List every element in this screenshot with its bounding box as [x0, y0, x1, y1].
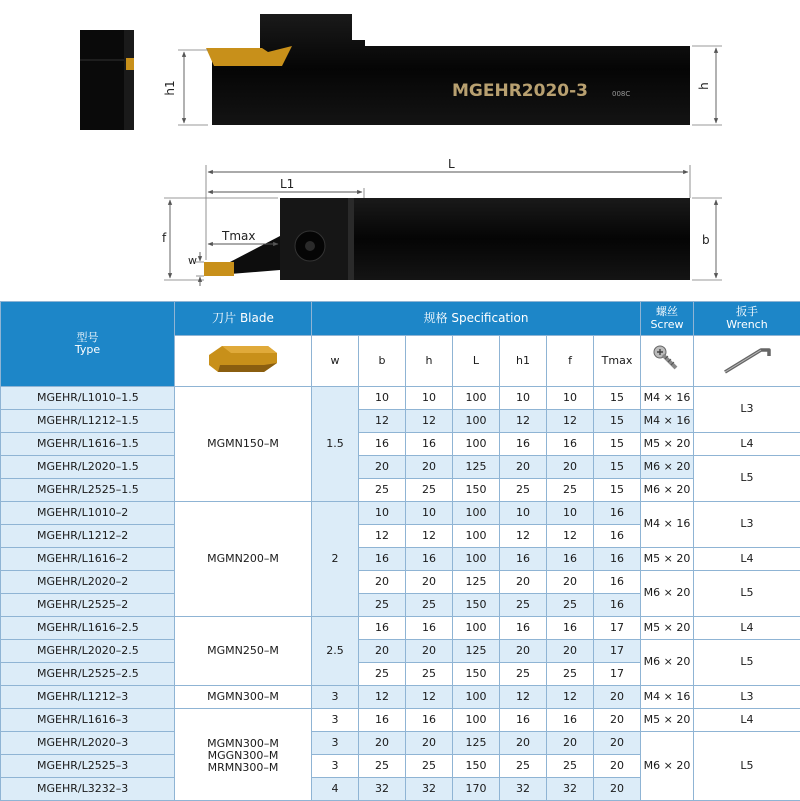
h1-cell: 12	[500, 525, 547, 548]
tmax-cell: 16	[594, 548, 641, 571]
type-cell: MGEHR/L1212–1.5	[1, 410, 175, 433]
type-cell: MGEHR/L1616–1.5	[1, 433, 175, 456]
tmax-cell: 16	[594, 571, 641, 594]
dim-L1	[208, 177, 364, 198]
w-cell: 4	[312, 778, 359, 801]
h-cell: 20	[406, 732, 453, 755]
h-cell: 20	[406, 640, 453, 663]
w-cell: 2	[312, 502, 359, 617]
b-cell: 16	[359, 433, 406, 456]
spec-table	[0, 301, 800, 801]
h-cell: 20	[406, 571, 453, 594]
screw-cell: M5 × 20	[641, 709, 694, 732]
wrench-cell: L5	[694, 640, 800, 686]
screw-cell: M6 × 20	[641, 479, 694, 502]
L-cell: 170	[453, 778, 500, 801]
h-cell: 25	[406, 663, 453, 686]
L-cell: 150	[453, 479, 500, 502]
L-cell: 100	[453, 548, 500, 571]
tmax-cell: 16	[594, 594, 641, 617]
L-cell: 100	[453, 617, 500, 640]
col-h: h	[406, 336, 453, 387]
h-cell: 16	[406, 548, 453, 571]
wrench-cell: L3	[694, 502, 800, 548]
h1-cell: 32	[500, 778, 547, 801]
L-cell: 125	[453, 456, 500, 479]
h-cell: 12	[406, 525, 453, 548]
b-cell: 20	[359, 640, 406, 663]
f-cell: 12	[547, 686, 594, 709]
tmax-cell: 17	[594, 663, 641, 686]
wrench-cell: L5	[694, 456, 800, 502]
col-w: w	[312, 336, 359, 387]
w-cell: 3	[312, 755, 359, 778]
tmax-cell: 20	[594, 686, 641, 709]
blade-cell: MGMN150–M	[175, 387, 312, 502]
col-tmax: Tmax	[594, 336, 641, 387]
wrench-cell: L5	[694, 571, 800, 617]
wrench-cell: L3	[694, 387, 800, 433]
dim-h1-label: h1	[163, 80, 177, 95]
blade-line: MGGN300–M	[175, 750, 311, 762]
header-wrench-cn: 扳手	[694, 306, 800, 318]
hex-wrench-icon	[694, 336, 800, 387]
b-cell: 20	[359, 732, 406, 755]
type-cell: MGEHR/L1010–1.5	[1, 387, 175, 410]
type-cell: MGEHR/L1010–2	[1, 502, 175, 525]
header-type-cn: 型号	[1, 332, 174, 344]
table-row	[1, 456, 800, 479]
h1-cell: 16	[500, 709, 547, 732]
h-cell: 16	[406, 617, 453, 640]
b-cell: 20	[359, 571, 406, 594]
screw-cell: M4 × 16	[641, 387, 694, 410]
technical-drawing	[0, 0, 800, 300]
end-view	[80, 30, 134, 130]
h1-cell: 20	[500, 456, 547, 479]
h-cell: 25	[406, 479, 453, 502]
w-cell: 3	[312, 709, 359, 732]
b-cell: 12	[359, 686, 406, 709]
b-cell: 32	[359, 778, 406, 801]
type-cell: MGEHR/L2020–3	[1, 732, 175, 755]
dim-Tmax-label: Tmax	[221, 229, 255, 243]
h1-cell: 10	[500, 387, 547, 410]
tmax-cell: 16	[594, 525, 641, 548]
blade-line: MGMN300–M	[175, 738, 311, 750]
screw-cell: M6 × 20	[641, 732, 694, 801]
tmax-cell: 15	[594, 456, 641, 479]
f-cell: 32	[547, 778, 594, 801]
w-cell: 3	[312, 732, 359, 755]
h1-cell: 10	[500, 502, 547, 525]
table-row	[1, 617, 800, 640]
header-type	[1, 302, 175, 387]
h-cell: 25	[406, 755, 453, 778]
type-cell: MGEHR/L2020–2	[1, 571, 175, 594]
L-cell: 100	[453, 502, 500, 525]
tmax-cell: 20	[594, 732, 641, 755]
f-cell: 20	[547, 732, 594, 755]
f-cell: 16	[547, 548, 594, 571]
header-screw-en: Screw	[641, 319, 693, 331]
col-L: L	[453, 336, 500, 387]
tmax-cell: 15	[594, 433, 641, 456]
type-cell: MGEHR/L1616–2.5	[1, 617, 175, 640]
f-cell: 20	[547, 456, 594, 479]
blade-cell	[175, 709, 312, 801]
blade-line: MRMN300–M	[175, 762, 311, 774]
type-cell: MGEHR/L2525–2.5	[1, 663, 175, 686]
dim-b-label: b	[702, 233, 710, 247]
tmax-cell: 15	[594, 410, 641, 433]
f-cell: 25	[547, 755, 594, 778]
b-cell: 16	[359, 709, 406, 732]
type-cell: MGEHR/L2525–1.5	[1, 479, 175, 502]
h1-cell: 20	[500, 640, 547, 663]
L-cell: 100	[453, 709, 500, 732]
blade-cell: MGMN200–M	[175, 502, 312, 617]
table-row	[1, 548, 800, 571]
screw-cell: M4 × 16	[641, 502, 694, 548]
tmax-cell: 17	[594, 617, 641, 640]
wrench-cell: L4	[694, 433, 800, 456]
b-cell: 12	[359, 525, 406, 548]
f-cell: 10	[547, 387, 594, 410]
f-cell: 25	[547, 663, 594, 686]
h1-cell: 25	[500, 479, 547, 502]
blade-cell: MGMN250–M	[175, 617, 312, 686]
tmax-cell: 15	[594, 479, 641, 502]
screw-cell: M4 × 16	[641, 686, 694, 709]
f-cell: 16	[547, 709, 594, 732]
f-cell: 25	[547, 479, 594, 502]
header-screw-cn: 螺丝	[641, 306, 693, 318]
screw-cell: M6 × 20	[641, 456, 694, 479]
insert-icon	[175, 336, 312, 387]
dim-w	[188, 252, 204, 286]
header-row	[1, 302, 800, 336]
b-cell: 16	[359, 548, 406, 571]
table-row	[1, 479, 800, 502]
tool-small-code: 008C	[612, 90, 630, 98]
header-wrench	[694, 302, 800, 336]
h-cell: 10	[406, 387, 453, 410]
h1-cell: 16	[500, 548, 547, 571]
b-cell: 20	[359, 456, 406, 479]
L-cell: 150	[453, 594, 500, 617]
insert-blade-top	[204, 262, 234, 276]
type-cell: MGEHR/L2525–3	[1, 755, 175, 778]
h-cell: 16	[406, 433, 453, 456]
h1-cell: 20	[500, 571, 547, 594]
table-row	[1, 433, 800, 456]
tmax-cell: 20	[594, 709, 641, 732]
f-cell: 20	[547, 571, 594, 594]
header-type-en: Type	[1, 344, 174, 356]
h-cell: 12	[406, 410, 453, 433]
type-cell: MGEHR/L1212–2	[1, 525, 175, 548]
dim-L-label: L	[448, 157, 455, 171]
type-cell: MGEHR/L1616–2	[1, 548, 175, 571]
col-h1: h1	[500, 336, 547, 387]
table-row	[1, 732, 800, 755]
blade-cell: MGMN300–M	[175, 686, 312, 709]
L-cell: 100	[453, 686, 500, 709]
screw-cell: M5 × 20	[641, 548, 694, 571]
side-view	[206, 14, 690, 125]
type-cell: MGEHR/L2020–2.5	[1, 640, 175, 663]
type-cell: MGEHR/L2525–2	[1, 594, 175, 617]
tmax-cell: 17	[594, 640, 641, 663]
screw-cell: M6 × 20	[641, 571, 694, 617]
header-wrench-en: Wrench	[694, 319, 800, 331]
L-cell: 100	[453, 433, 500, 456]
screw-cell: M5 × 20	[641, 433, 694, 456]
h1-cell: 25	[500, 755, 547, 778]
screw-cell: M4 × 16	[641, 410, 694, 433]
screw-cell: M6 × 20	[641, 640, 694, 686]
L-cell: 125	[453, 571, 500, 594]
table-row	[1, 571, 800, 594]
wrench-cell: L5	[694, 732, 800, 801]
col-b: b	[359, 336, 406, 387]
dim-b	[692, 198, 722, 280]
header-screw	[641, 302, 694, 336]
tmax-cell: 20	[594, 755, 641, 778]
h1-cell: 20	[500, 732, 547, 755]
h1-cell: 25	[500, 594, 547, 617]
h-cell: 25	[406, 594, 453, 617]
wrench-cell: L4	[694, 617, 800, 640]
L-cell: 100	[453, 410, 500, 433]
f-cell: 16	[547, 617, 594, 640]
table-row	[1, 709, 800, 732]
dim-w-label: w	[188, 254, 197, 267]
type-cell: MGEHR/L1616–3	[1, 709, 175, 732]
header-blade: 刀片 Blade	[175, 302, 312, 336]
top-view	[204, 198, 690, 280]
table-row	[1, 686, 800, 709]
L-cell: 150	[453, 755, 500, 778]
wrench-cell: L4	[694, 548, 800, 571]
h1-cell: 12	[500, 410, 547, 433]
b-cell: 12	[359, 410, 406, 433]
L-cell: 125	[453, 640, 500, 663]
tmax-cell: 16	[594, 502, 641, 525]
type-cell: MGEHR/L2020–1.5	[1, 456, 175, 479]
h1-cell: 16	[500, 433, 547, 456]
h1-cell: 25	[500, 663, 547, 686]
f-cell: 25	[547, 594, 594, 617]
dim-h	[692, 46, 722, 125]
f-cell: 10	[547, 502, 594, 525]
table-row	[1, 410, 800, 433]
h-cell: 16	[406, 709, 453, 732]
dim-Tmax	[208, 229, 278, 244]
type-cell: MGEHR/L1212–3	[1, 686, 175, 709]
L-cell: 100	[453, 525, 500, 548]
L-cell: 150	[453, 663, 500, 686]
b-cell: 25	[359, 755, 406, 778]
f-cell: 16	[547, 433, 594, 456]
f-cell: 12	[547, 410, 594, 433]
f-cell: 20	[547, 640, 594, 663]
dim-h-label: h	[697, 82, 711, 90]
b-cell: 10	[359, 502, 406, 525]
b-cell: 25	[359, 479, 406, 502]
b-cell: 25	[359, 663, 406, 686]
dim-f-label: f	[162, 231, 167, 245]
col-f: f	[547, 336, 594, 387]
h1-cell: 12	[500, 686, 547, 709]
w-cell: 1.5	[312, 387, 359, 502]
dim-L1-label: L1	[280, 177, 294, 191]
h-cell: 32	[406, 778, 453, 801]
b-cell: 16	[359, 617, 406, 640]
h-cell: 20	[406, 456, 453, 479]
type-cell: MGEHR/L3232–3	[1, 778, 175, 801]
tmax-cell: 15	[594, 387, 641, 410]
b-cell: 25	[359, 594, 406, 617]
w-cell: 3	[312, 686, 359, 709]
table-row	[1, 640, 800, 663]
L-cell: 100	[453, 387, 500, 410]
L-cell: 125	[453, 732, 500, 755]
screw-cell: M5 × 20	[641, 617, 694, 640]
wrench-cell: L4	[694, 709, 800, 732]
w-cell: 2.5	[312, 617, 359, 686]
screw-icon	[641, 336, 694, 387]
h1-cell: 16	[500, 617, 547, 640]
table-row	[1, 387, 800, 410]
header-spec: 规格 Specification	[312, 302, 641, 336]
wrench-cell: L3	[694, 686, 800, 709]
table-row	[1, 502, 800, 525]
tool-marking: MGEHR2020-3	[452, 81, 588, 101]
h-cell: 10	[406, 502, 453, 525]
f-cell: 12	[547, 525, 594, 548]
tmax-cell: 20	[594, 778, 641, 801]
b-cell: 10	[359, 387, 406, 410]
dim-h1	[163, 50, 208, 125]
h-cell: 12	[406, 686, 453, 709]
